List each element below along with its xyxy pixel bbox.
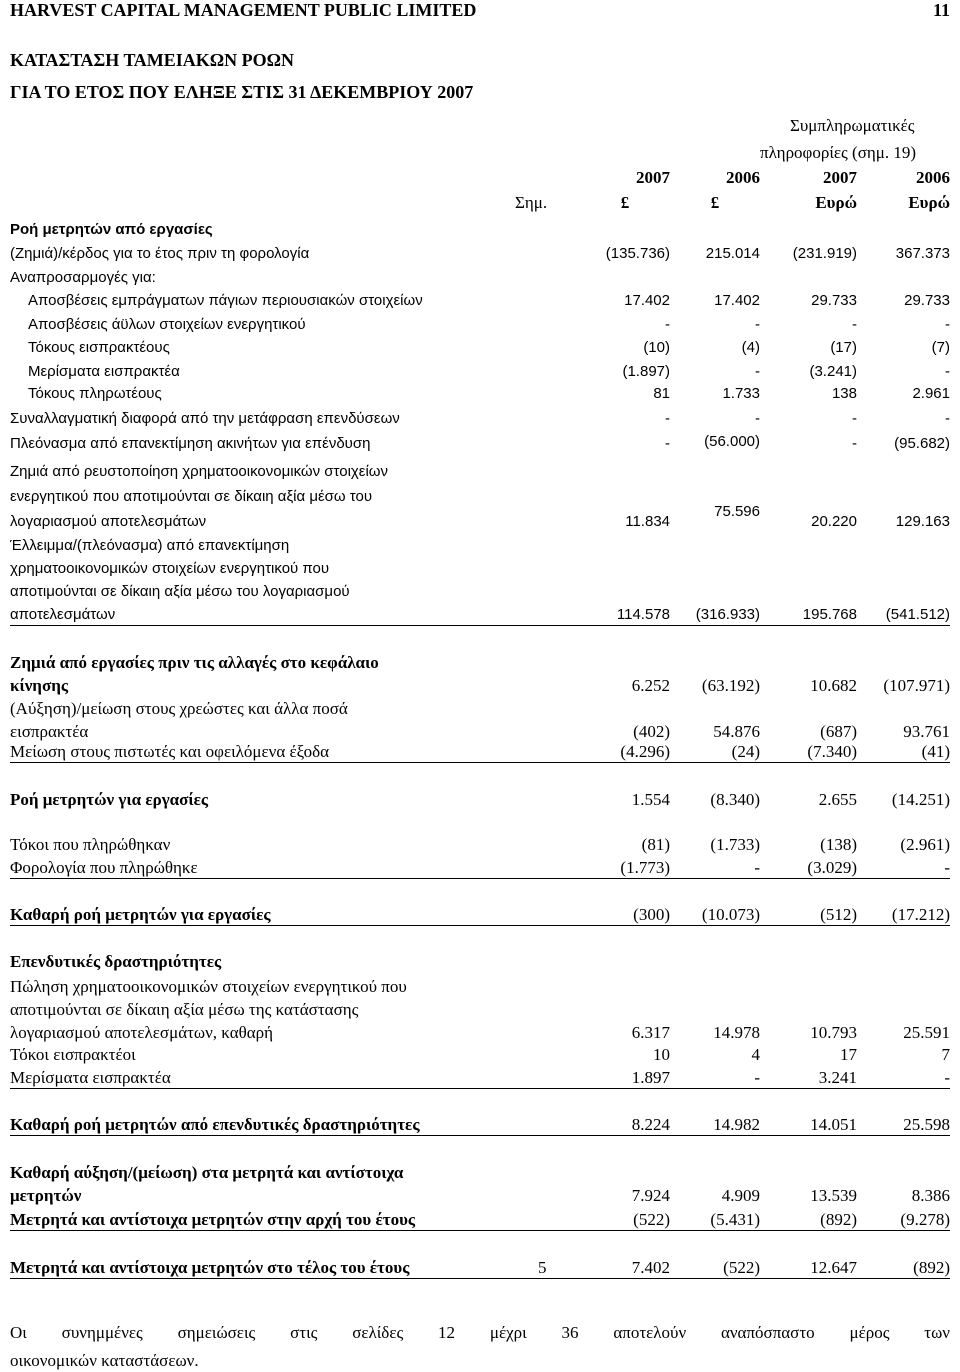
- value-cell: (107.971): [883, 676, 950, 695]
- value-cell: 25.598: [903, 1115, 950, 1134]
- year-header: 2007: [823, 168, 857, 187]
- value-cell: (300): [633, 905, 670, 924]
- row-label: Ροή μετρητών από εργασίες: [10, 221, 213, 238]
- value-cell: 1.733: [722, 385, 760, 402]
- value-cell: (402): [633, 722, 670, 741]
- value-cell: -: [755, 363, 760, 380]
- row-label: Αποσβέσεις εμπράγματων πάγιων περιουσιακών στοιχείων: [28, 292, 423, 309]
- row-label: αποτιμούνται σε δίκαιη αξία μέσω της κατάστασης: [10, 1000, 359, 1019]
- value-cell: 10: [653, 1045, 670, 1064]
- value-cell: (9.278): [900, 1210, 950, 1229]
- value-cell: (56.000): [704, 433, 760, 450]
- row-label: Καθαρή ροή μετρητών για εργασίες: [10, 905, 271, 924]
- value-cell: (63.192): [701, 676, 760, 695]
- currency-header: Ευρώ: [815, 193, 857, 212]
- currency-header: Ευρώ: [908, 193, 950, 212]
- value-cell: 29.733: [811, 292, 857, 309]
- value-cell: (138): [820, 835, 857, 854]
- row-label: Καθαρή αύξηση/(μείωση) στα μετρητά και αντίστοιχα: [10, 1163, 404, 1182]
- value-cell: (316.933): [695, 606, 760, 623]
- value-cell: 25.591: [903, 1023, 950, 1042]
- company-name: HARVEST CAPITAL MANAGEMENT PUBLIC LIMITED: [10, 0, 477, 20]
- row-label: (Ζημιά)/κέρδος για το έτος πριν τη φορολογία: [10, 245, 310, 262]
- value-cell: 2.655: [818, 790, 857, 809]
- value-cell: 10.682: [810, 676, 857, 695]
- value-cell: 1.554: [631, 790, 670, 809]
- row-label: εισπρακτέα: [10, 722, 89, 741]
- value-cell: -: [754, 858, 760, 877]
- row-label: Τόκους πληρωτέους: [28, 385, 162, 402]
- value-cell: 17.402: [714, 292, 760, 309]
- value-cell: 20.220: [811, 513, 857, 530]
- value-cell: (81): [641, 835, 670, 854]
- value-cell: 7.402: [631, 1258, 670, 1277]
- value-cell: 12.647: [810, 1258, 857, 1277]
- row-label: αποτελεσμάτων: [10, 606, 116, 623]
- row-label: Ζημιά από εργασίες πριν τις αλλαγές στο κεφάλαιο: [10, 653, 379, 672]
- row-underline: [10, 878, 950, 879]
- value-cell: (95.682): [894, 435, 950, 452]
- statement-period: ΓΙΑ ΤΟ ΕΤΟΣ ΠΟΥ ΕΛΗΞΕ ΣΤΙΣ 31 ΔΕΚΕΜΒΡΙΟΥ 2007: [10, 82, 474, 102]
- year-header: 2006: [916, 168, 950, 187]
- value-cell: (3.241): [809, 363, 857, 380]
- value-cell: (1.773): [620, 858, 670, 877]
- value-cell: 11.834: [625, 513, 670, 530]
- value-cell: -: [944, 1068, 950, 1087]
- row-label: Συναλλαγματική διαφορά από την μετάφραση επενδύσεων: [10, 410, 400, 427]
- row-label: Φορολογία που πληρώθηκε: [10, 858, 198, 877]
- row-label: Επενδυτικές δραστηριότητες: [10, 952, 222, 971]
- value-cell: 6.252: [631, 676, 670, 695]
- row-label: Ζημιά από ρευστοποίηση χρηματοοικονομικών στοιχείων: [10, 463, 389, 480]
- value-cell: 54.876: [713, 722, 760, 741]
- supplementary-info-label: Συμπληρωματικές: [790, 116, 915, 135]
- value-cell: 14.978: [713, 1023, 760, 1042]
- value-cell: (24): [731, 742, 760, 761]
- row-underline: [10, 1088, 950, 1089]
- value-cell: 114.578: [616, 606, 670, 623]
- value-cell: (3.029): [807, 858, 857, 877]
- row-underline: [10, 1135, 950, 1136]
- value-cell: -: [665, 435, 670, 452]
- value-cell: -: [945, 316, 950, 333]
- value-cell: 17.402: [624, 292, 670, 309]
- value-cell: (41): [921, 742, 950, 761]
- value-cell: 367.373: [895, 245, 950, 262]
- row-label: λογαριασμού αποτελεσμάτων: [10, 513, 207, 530]
- value-cell: (1.897): [622, 363, 670, 380]
- value-cell: 14.982: [713, 1115, 760, 1134]
- value-cell: (541.512): [885, 606, 950, 623]
- row-underline: [10, 1230, 950, 1231]
- row-label: Αποσβέσεις άϋλων στοιχείων ενεργητικού: [28, 316, 306, 333]
- value-cell: 195.768: [802, 606, 857, 623]
- value-cell: -: [852, 410, 857, 427]
- value-cell: 6.317: [631, 1023, 670, 1042]
- row-label: Μερίσματα εισπρακτέα: [28, 363, 180, 380]
- footer-note-line2: οικονομικών καταστάσεων.: [10, 1351, 199, 1370]
- row-label: Μερίσματα εισπρακτέα: [10, 1068, 171, 1087]
- value-cell: (7.340): [807, 742, 857, 761]
- statement-title: ΚΑΤΑΣΤΑΣΗ ΤΑΜΕΙΑΚΩΝ ΡΟΩΝ: [10, 50, 295, 70]
- row-label: Τόκοι που πληρώθηκαν: [10, 835, 171, 854]
- value-cell: (231.919): [792, 245, 857, 262]
- value-cell: -: [945, 410, 950, 427]
- value-cell: (14.251): [891, 790, 950, 809]
- value-cell: 10.793: [810, 1023, 857, 1042]
- value-cell: 8.224: [631, 1115, 670, 1134]
- row-label: κίνησης: [10, 676, 69, 695]
- year-header: 2006: [726, 168, 760, 187]
- currency-header: £: [620, 193, 630, 212]
- value-cell: (17.212): [891, 905, 950, 924]
- row-label: Καθαρή ροή μετρητών από επενδυτικές δραστηριότητες: [10, 1115, 420, 1134]
- value-cell: (522): [633, 1210, 670, 1229]
- value-cell: (687): [820, 722, 857, 741]
- row-label: (Αύξηση)/μείωση στους χρεώστες και άλλα ποσά: [10, 699, 348, 718]
- value-cell: 7: [941, 1045, 950, 1064]
- value-cell: (1.733): [710, 835, 760, 854]
- value-cell: -: [665, 410, 670, 427]
- value-cell: 75.596: [714, 503, 760, 520]
- value-cell: 29.733: [904, 292, 950, 309]
- value-cell: (10.073): [701, 905, 760, 924]
- supplementary-info-note: πληροφορίες (σημ. 19): [760, 143, 917, 162]
- value-cell: 4.909: [721, 1186, 760, 1205]
- value-cell: 1.897: [631, 1068, 670, 1087]
- footer-note-line1: Οι συνημμένες σημειώσεις στις σελίδες 12 μέχρι 36 αποτελούν αναπόσπαστο μέρος των: [10, 1323, 950, 1342]
- value-cell: 17: [840, 1045, 857, 1064]
- value-cell: -: [755, 410, 760, 427]
- row-label: Μείωση στους πιστωτές και οφειλόμενα έξοδα: [10, 742, 330, 761]
- value-cell: (5.431): [710, 1210, 760, 1229]
- value-cell: -: [665, 316, 670, 333]
- row-label: χρηματοοικονομικών στοιχείων ενεργητικού που: [10, 560, 330, 577]
- value-cell: -: [945, 363, 950, 380]
- value-cell: (17): [830, 339, 857, 356]
- row-label: Τόκους εισπρακτέους: [28, 339, 170, 356]
- value-cell: (135.736): [605, 245, 670, 262]
- row-underline: [10, 925, 950, 926]
- value-cell: -: [754, 1068, 760, 1087]
- row-label: Πώληση χρηματοοικονομικών στοιχείων ενεργητικού που: [10, 977, 407, 996]
- note-column-header: Σημ.: [515, 193, 548, 212]
- value-cell: 7.924: [631, 1186, 670, 1205]
- row-label: ενεργητικού που αποτιμούνται σε δίκαιη αξία μέσω του: [10, 488, 373, 505]
- row-label: λογαριασμού αποτελεσμάτων, καθαρή: [10, 1023, 274, 1042]
- row-label: Ροή μετρητών για εργασίες: [10, 790, 209, 809]
- row-label: Έλλειμμα/(πλεόνασμα) από επανεκτίμηση: [10, 537, 290, 554]
- value-cell: 2.961: [912, 385, 950, 402]
- row-label: Μετρητά και αντίστοιχα μετρητών στην αρχή του έτους: [10, 1210, 416, 1229]
- row-label: Αναπροσαρμογές για:: [10, 269, 156, 286]
- value-cell: (892): [913, 1258, 950, 1277]
- value-cell: 13.539: [810, 1186, 857, 1205]
- page-number: 11: [932, 0, 950, 20]
- row-label: μετρητών: [10, 1186, 82, 1205]
- value-cell: -: [944, 858, 950, 877]
- row-label: Πλεόνασμα από επανεκτίμηση ακινήτων για επένδυση: [10, 435, 371, 452]
- row-underline: [10, 1278, 950, 1279]
- value-cell: 4: [751, 1045, 760, 1064]
- value-cell: 93.761: [903, 722, 950, 741]
- value-cell: (4): [741, 339, 760, 356]
- value-cell: 138: [831, 385, 857, 402]
- value-cell: 8.386: [911, 1186, 950, 1205]
- value-cell: 129.163: [895, 513, 950, 530]
- currency-header: £: [710, 193, 720, 212]
- year-header: 2007: [636, 168, 670, 187]
- value-cell: (522): [723, 1258, 760, 1277]
- value-cell: (512): [820, 905, 857, 924]
- value-cell: -: [755, 316, 760, 333]
- value-cell: (7): [931, 339, 950, 356]
- row-underline: [10, 762, 950, 763]
- row-label: αποτιμούνται σε δίκαιη αξία μέσω του λογαριασμού: [10, 583, 350, 600]
- row-label: Τόκοι εισπρακτέοι: [10, 1045, 136, 1064]
- value-cell: (4.296): [620, 742, 670, 761]
- value-cell: -: [852, 435, 857, 452]
- note-reference: 5: [538, 1258, 547, 1277]
- value-cell: 215.014: [705, 245, 760, 262]
- value-cell: (892): [820, 1210, 857, 1229]
- value-cell: (2.961): [900, 835, 950, 854]
- value-cell: (10): [643, 339, 670, 356]
- row-label: Μετρητά και αντίστοιχα μετρητών στο τέλος του έτους: [10, 1258, 410, 1277]
- value-cell: 14.051: [810, 1115, 857, 1134]
- value-cell: -: [852, 316, 857, 333]
- value-cell: 81: [653, 385, 670, 402]
- value-cell: (8.340): [710, 790, 760, 809]
- row-underline: [10, 625, 950, 626]
- value-cell: 3.241: [818, 1068, 857, 1087]
